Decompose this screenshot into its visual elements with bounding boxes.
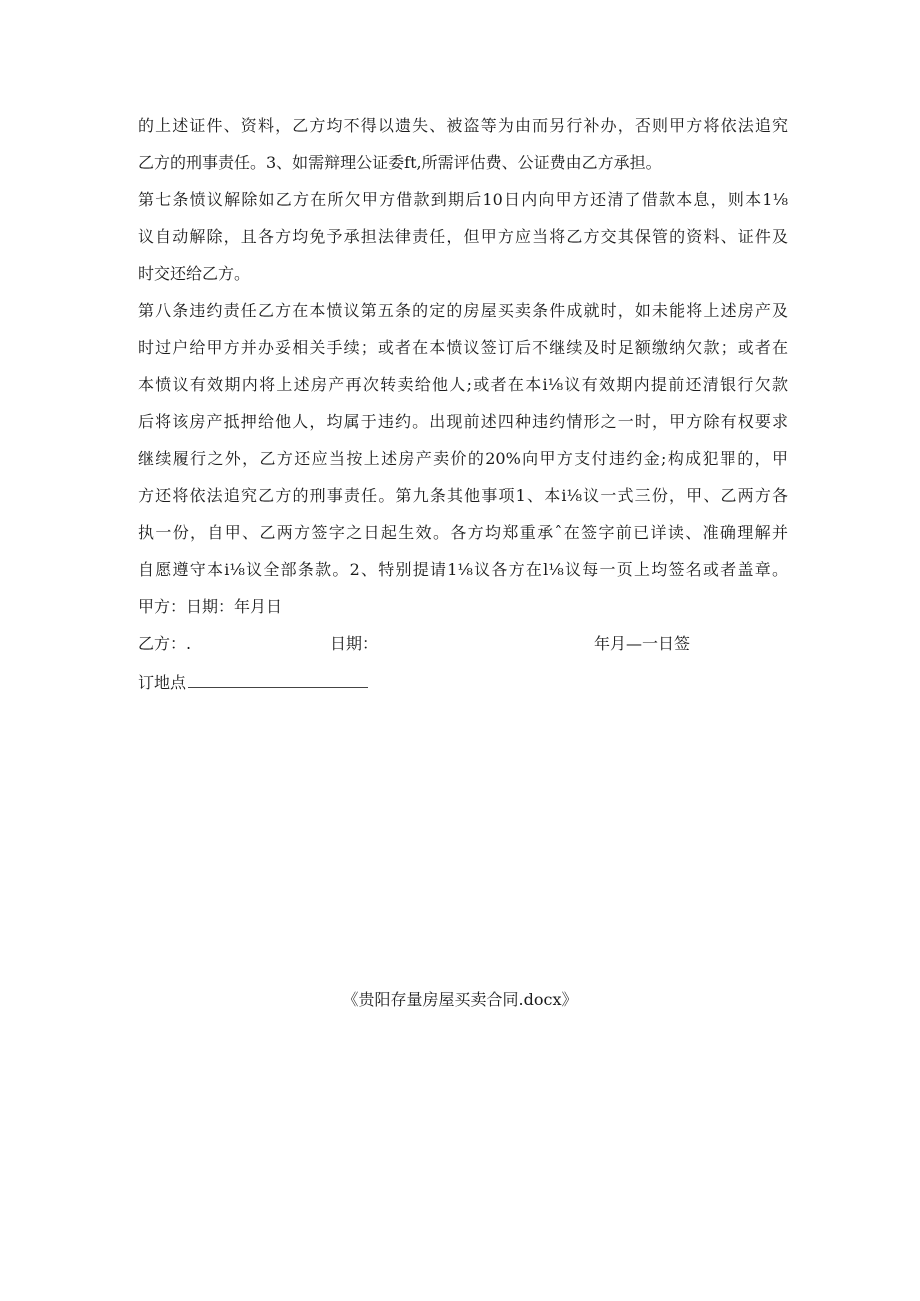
party-a-signature-line: 甲方：日期：年月日 bbox=[138, 597, 283, 616]
body-line-4: 议自动解除，且各方均免予承担法律责任，但甲方应当将乙方交其保管的资料、证件及 bbox=[138, 227, 788, 246]
date-label: 日期： bbox=[330, 634, 379, 653]
sign-place-blank bbox=[188, 671, 368, 688]
body-line-13: 自愿遵守本i⅛议全部条款。2、特别提请1⅛议各方在l⅛议每一页上均签名或者盖章。 bbox=[138, 560, 788, 579]
body-line-5: 时交还给乙方。 bbox=[138, 264, 251, 283]
party-b-label: 乙方：. bbox=[138, 634, 192, 653]
body-line-9: 后将该房产抵押给他人，均属于违约。出现前述四种违约情形之一时，甲方除有权要求 bbox=[138, 412, 788, 431]
sign-place-row bbox=[138, 671, 368, 693]
body-line-3: 第七条愤议解除如乙方在所欠甲方借款到期后10日内向甲方还清了借款本息，则本1⅛ bbox=[138, 190, 788, 209]
document-filename-footer: 《贵阳存量房屋买卖合同.docx》 bbox=[342, 990, 578, 1009]
body-line-2: 乙方的刑事责任。3、如需辩理公证委ft,所需评估费、公证费由乙方承担。 bbox=[138, 153, 662, 172]
body-line-11: 方还将依法追究乙方的刑事责任。第九条其他事项1、本i⅛议一式三份，甲、乙两方各 bbox=[138, 486, 788, 505]
sign-place-label: 订地点 bbox=[138, 673, 187, 692]
body-line-7: 时过户给甲方并办妥相关手续；或者在本愤议签订后不继续及时足额缴纳欠款；或者在 bbox=[138, 338, 788, 357]
date-value: 年月—一日签 bbox=[594, 634, 691, 653]
body-line-10: 继续履行之外，乙方还应当按上述房产卖价的20%向甲方支付违约金;构成犯罪的，甲 bbox=[138, 449, 788, 468]
body-line-1: 的上述证件、资料，乙方均不得以遗失、被盗等为由而另行补办，否则甲方将依法追究 bbox=[138, 116, 788, 135]
body-line-8: 本愤议有效期内将上述房产再次转卖给他人;或者在本i⅛议有效期内提前还清银行欠款 bbox=[138, 375, 788, 394]
body-line-12: 执一份，自甲、乙两方签字之日起生效。各方均郑重承ˆ在签字前已详读、准确理解并 bbox=[138, 523, 788, 542]
body-line-6: 第八条违约责任乙方在本愤议第五条的定的房屋买卖条件成就时，如未能将上述房产及 bbox=[138, 301, 788, 320]
